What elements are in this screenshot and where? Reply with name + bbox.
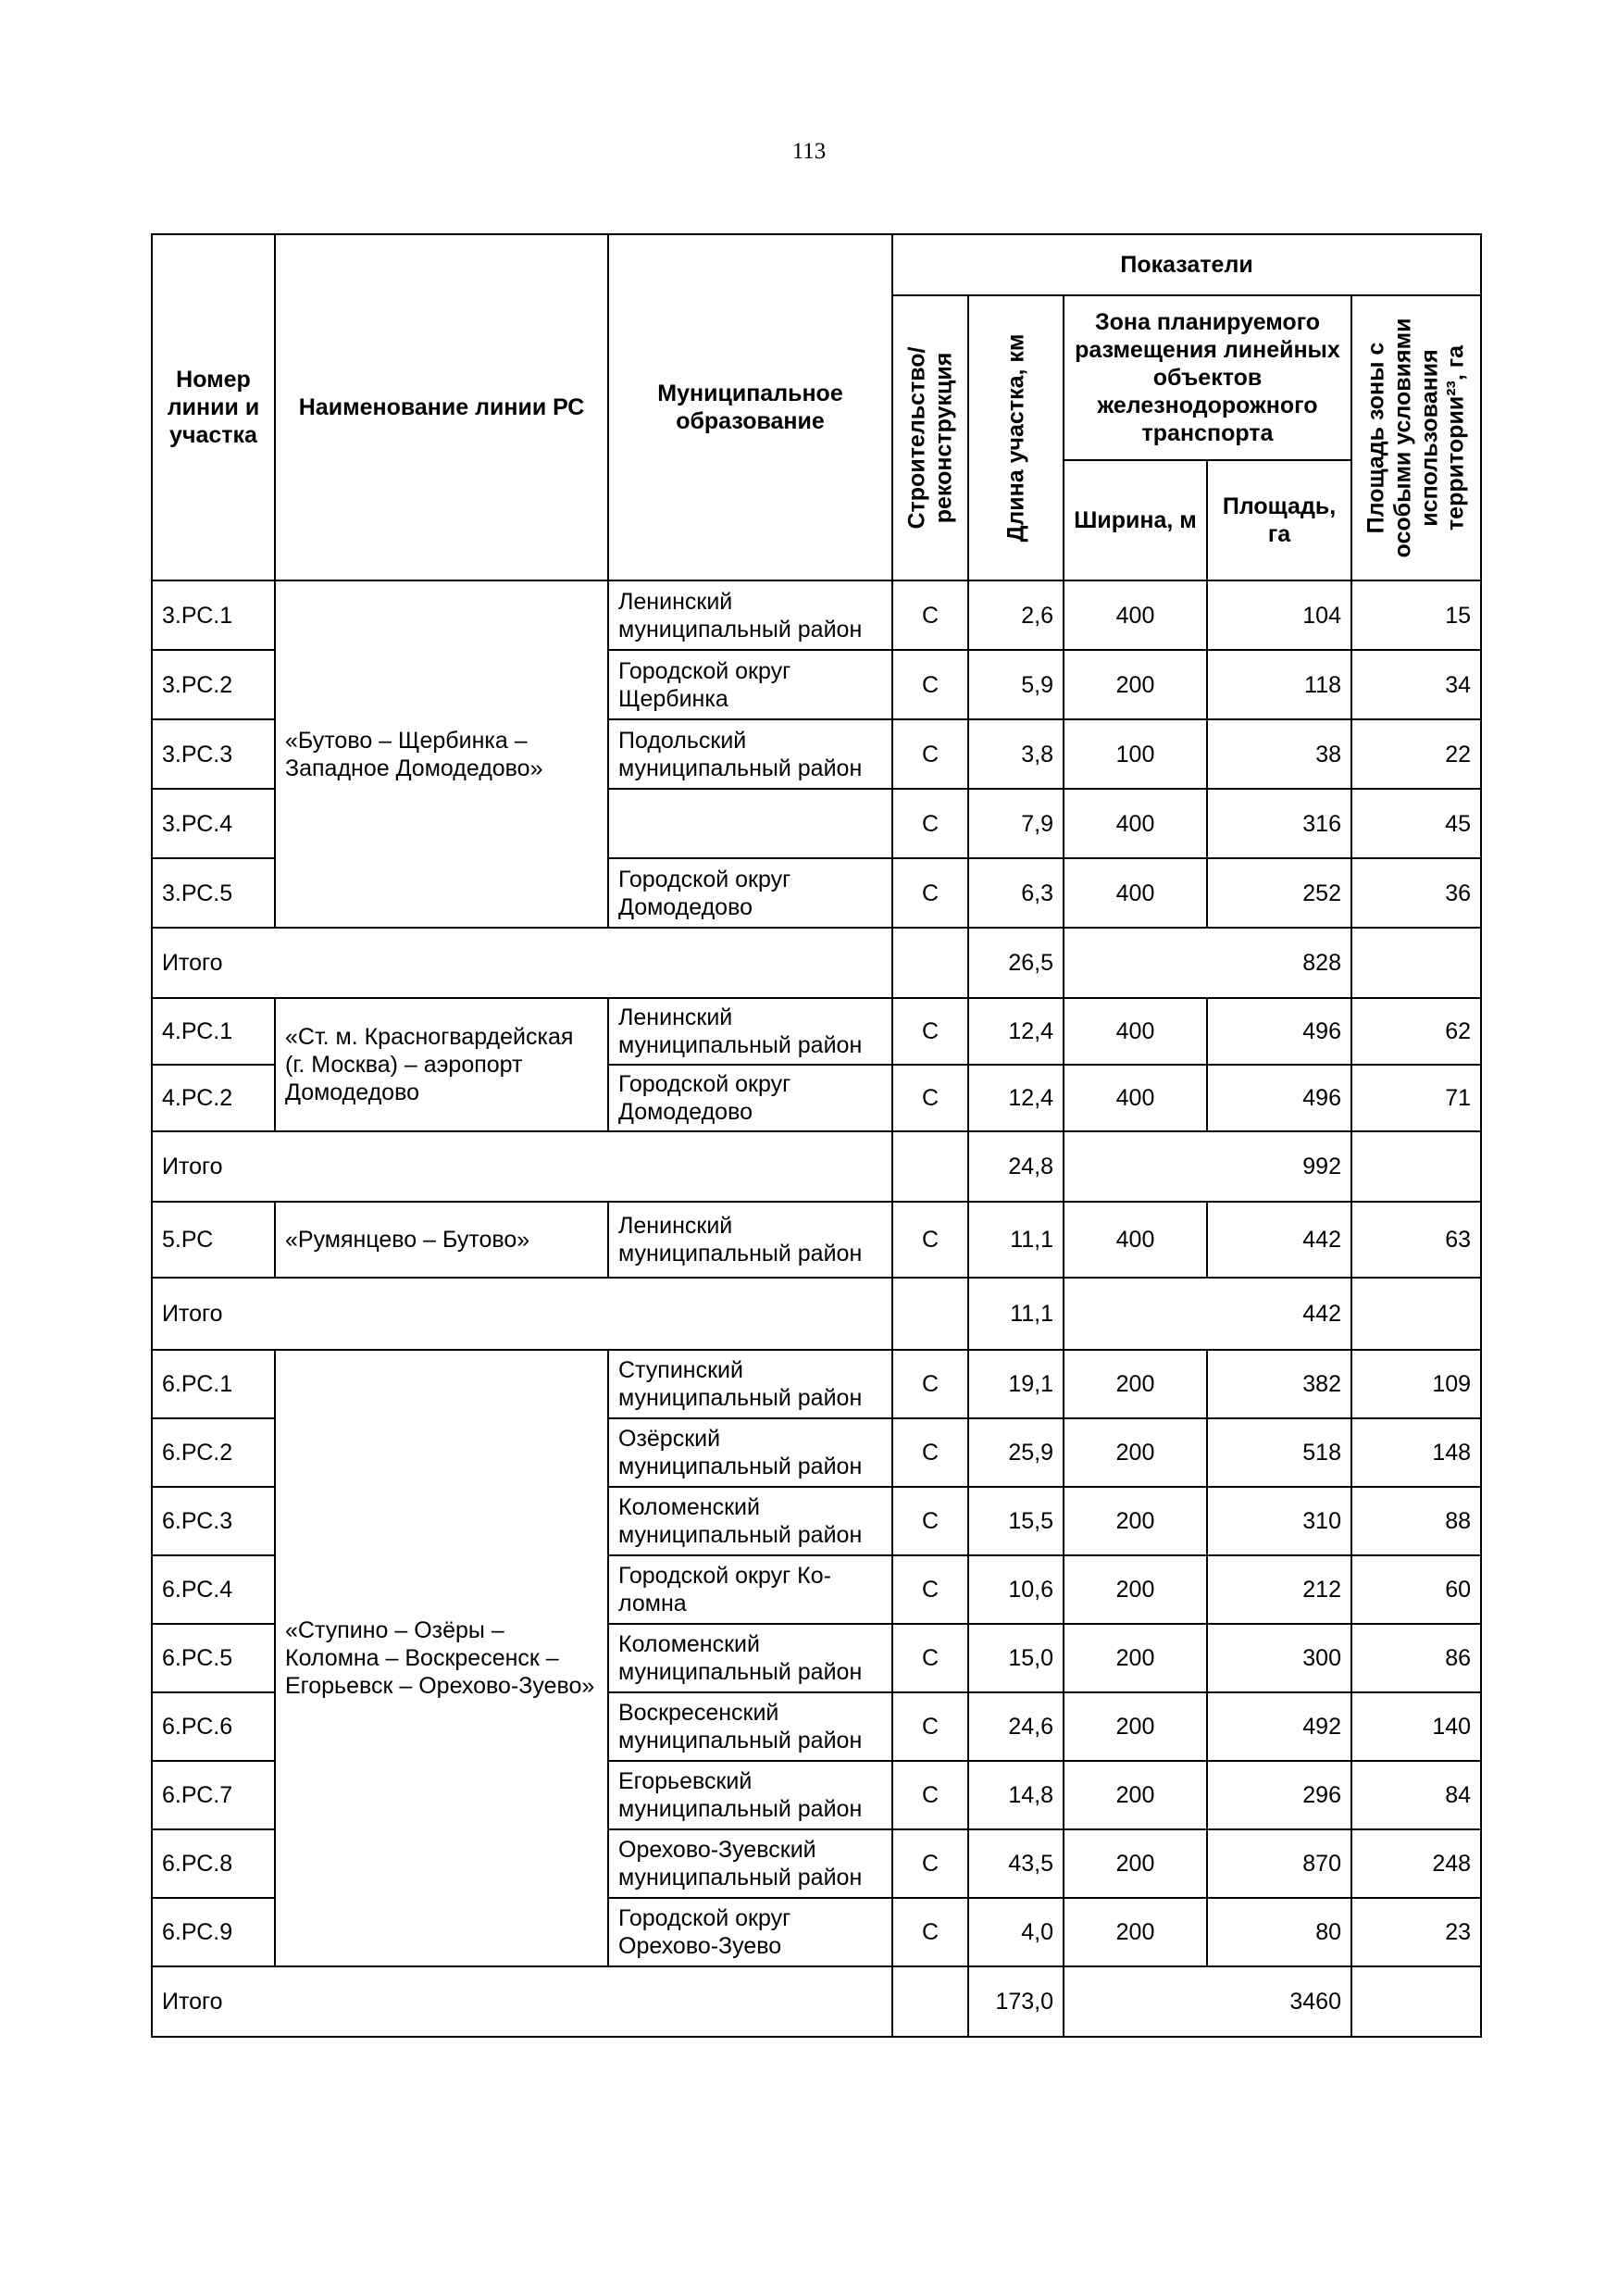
row-length: 25,9 [968,1418,1064,1487]
total-area: 828 [1064,928,1351,998]
header-construction: Строительство/ реконструкция [892,295,968,580]
row-municipality: Коломенский муниципальный район [608,1624,892,1692]
row-area: 252 [1207,858,1351,928]
row-number: 6.РС.4 [152,1555,275,1624]
row-construction: С [892,1624,968,1692]
row-length: 14,8 [968,1761,1064,1829]
row-special-zone: 84 [1351,1761,1481,1829]
row-special-zone: 140 [1351,1692,1481,1761]
total-special-zone [1351,1966,1481,2037]
total-special-zone [1351,928,1481,998]
row-area: 870 [1207,1829,1351,1898]
row-special-zone: 62 [1351,998,1481,1065]
row-width: 400 [1064,998,1207,1065]
row-municipality: Городской округ Орехово-Зуево [608,1898,892,1966]
row-construction: С [892,858,968,928]
row-width: 200 [1064,1692,1207,1761]
row-length: 19,1 [968,1350,1064,1418]
row-construction: С [892,1761,968,1829]
total-area: 992 [1064,1131,1351,1202]
row-area: 300 [1207,1624,1351,1692]
row-special-zone: 36 [1351,858,1481,928]
table-row [152,998,1481,1065]
row-special-zone: 60 [1351,1555,1481,1624]
row-number: 6.РС.3 [152,1487,275,1555]
row-construction: С [892,719,968,789]
row-area: 80 [1207,1898,1351,1966]
row-municipality: Ленинский муниципальный район [608,998,892,1065]
row-municipality: Городской округ Ко-ломна [608,1555,892,1624]
row-width: 200 [1064,1624,1207,1692]
total-label: Итого [152,1966,892,2037]
total-length: 26,5 [968,928,1064,998]
total-length: 24,8 [968,1131,1064,1202]
row-number: 6.РС.1 [152,1350,275,1418]
row-special-zone: 45 [1351,789,1481,858]
row-construction: С [892,1898,968,1966]
row-construction: С [892,1418,968,1487]
row-construction: С [892,1487,968,1555]
row-special-zone: 23 [1351,1898,1481,1966]
row-special-zone: 34 [1351,650,1481,719]
row-area: 104 [1207,580,1351,650]
row-length: 24,6 [968,1692,1064,1761]
row-width: 400 [1064,580,1207,650]
total-special-zone [1351,1131,1481,1202]
row-municipality: Ленинский муниципальный район [608,580,892,650]
total-construction [892,1966,968,2037]
total-row [152,1966,1481,2037]
table-row [152,1202,1481,1278]
row-length: 4,0 [968,1898,1064,1966]
total-length: 173,0 [968,1966,1064,2037]
row-special-zone: 22 [1351,719,1481,789]
row-municipality: Городской округ Домодедово [608,858,892,928]
row-area: 212 [1207,1555,1351,1624]
row-area: 38 [1207,719,1351,789]
row-length: 2,6 [968,580,1064,650]
row-length: 11,1 [968,1202,1064,1278]
line-name: «Румянцево – Бутово» [275,1202,608,1278]
row-width: 200 [1064,1761,1207,1829]
row-length: 12,4 [968,998,1064,1065]
row-construction: С [892,1555,968,1624]
total-construction [892,1131,968,1202]
row-construction: С [892,789,968,858]
row-length: 5,9 [968,650,1064,719]
row-number: 6.РС.8 [152,1829,275,1898]
row-construction: С [892,1829,968,1898]
total-label: Итого [152,1131,892,1202]
row-width: 400 [1064,858,1207,928]
row-length: 10,6 [968,1555,1064,1624]
table-row [152,580,1481,650]
total-row [152,1278,1481,1350]
row-municipality: Ступинский муниципальный район [608,1350,892,1418]
total-area: 442 [1064,1278,1351,1350]
line-name: «Ступино – Озёры – Коломна – Воскресенск – Егорьевск – Орехово-Зуево» [275,1350,608,1966]
railway-sections-table [151,233,1482,2038]
row-special-zone: 15 [1351,580,1481,650]
row-width: 200 [1064,1487,1207,1555]
row-number: 5.РС [152,1202,275,1278]
total-length: 11,1 [968,1278,1064,1350]
total-construction [892,1278,968,1350]
header-indicators: Показатели [892,234,1481,295]
row-area: 496 [1207,998,1351,1065]
row-municipality: Воскресенский муниципальный район [608,1692,892,1761]
header-number: Номер линии и участка [152,234,275,580]
row-number: 6.РС.5 [152,1624,275,1692]
header-special-zone: Площадь зоны с особыми условиями использования территории²³, га [1351,295,1481,580]
total-special-zone [1351,1278,1481,1350]
row-area: 316 [1207,789,1351,858]
total-area: 3460 [1064,1966,1351,2037]
row-municipality: Ленинский муниципальный район [608,1202,892,1278]
row-width: 400 [1064,789,1207,858]
row-width: 200 [1064,1829,1207,1898]
header-municipality: Муниципальное образование [608,234,892,580]
row-width: 200 [1064,1555,1207,1624]
row-number: 6.РС.9 [152,1898,275,1966]
row-length: 15,0 [968,1624,1064,1692]
row-area: 518 [1207,1418,1351,1487]
row-special-zone: 63 [1351,1202,1481,1278]
row-special-zone: 71 [1351,1065,1481,1131]
row-number: 3.РС.5 [152,858,275,928]
row-width: 400 [1064,1065,1207,1131]
line-name: «Бутово – Щербинка – Западное Домодедово» [275,580,608,928]
row-special-zone: 86 [1351,1624,1481,1692]
row-width: 200 [1064,1898,1207,1966]
row-municipality: Орехово-Зуевский муниципальный район [608,1829,892,1898]
row-width: 200 [1064,1418,1207,1487]
header-zone: Зона планируемого размещения линейных объектов железнодорожного транспорта [1064,295,1351,460]
row-number: 3.РС.2 [152,650,275,719]
row-length: 3,8 [968,719,1064,789]
row-number: 4.РС.1 [152,998,275,1065]
total-label: Итого [152,928,892,998]
row-special-zone: 148 [1351,1418,1481,1487]
header-length: Длина участка, км [968,295,1064,580]
row-municipality: Подольский муниципальный район [608,719,892,789]
total-row [152,1131,1481,1202]
table-row [152,1350,1481,1418]
row-area: 382 [1207,1350,1351,1418]
row-number: 4.РС.2 [152,1065,275,1131]
row-municipality: Городской округ Домодедово [608,1065,892,1131]
total-construction [892,928,968,998]
row-municipality [608,789,892,858]
row-construction: С [892,1065,968,1131]
row-construction: С [892,1350,968,1418]
row-width: 400 [1064,1202,1207,1278]
row-municipality: Егорьевский муниципальный район [608,1761,892,1829]
row-length: 7,9 [968,789,1064,858]
row-special-zone: 109 [1351,1350,1481,1418]
row-number: 6.РС.2 [152,1418,275,1487]
row-length: 43,5 [968,1829,1064,1898]
row-special-zone: 88 [1351,1487,1481,1555]
row-length: 12,4 [968,1065,1064,1131]
page-number: 113 [791,139,827,164]
header-width: Ширина, м [1064,460,1207,580]
row-length: 15,5 [968,1487,1064,1555]
row-area: 118 [1207,650,1351,719]
row-number: 3.РС.4 [152,789,275,858]
row-construction: С [892,1692,968,1761]
row-construction: С [892,580,968,650]
row-number: 6.РС.7 [152,1761,275,1829]
row-construction: С [892,998,968,1065]
total-row [152,928,1481,998]
row-area: 496 [1207,1065,1351,1131]
row-width: 100 [1064,719,1207,789]
row-special-zone: 248 [1351,1829,1481,1898]
row-municipality: Озёрский муниципальный район [608,1418,892,1487]
header-area: Площадь, га [1207,460,1351,580]
table-header [152,234,1481,580]
total-label: Итого [152,1278,892,1350]
row-construction: С [892,650,968,719]
line-name: «Ст. м. Красногвардейская (г. Москва) – аэропорт Домодедово [275,998,608,1131]
row-municipality: Коломенский муниципальный район [608,1487,892,1555]
row-area: 492 [1207,1692,1351,1761]
row-municipality: Городской округ Щербинка [608,650,892,719]
row-width: 200 [1064,1350,1207,1418]
row-area: 296 [1207,1761,1351,1829]
row-area: 310 [1207,1487,1351,1555]
row-area: 442 [1207,1202,1351,1278]
row-number: 3.РС.1 [152,580,275,650]
table-body [152,580,1481,2037]
row-width: 200 [1064,650,1207,719]
header-line-name: Наименование линии РС [275,234,608,580]
row-length: 6,3 [968,858,1064,928]
row-number: 6.РС.6 [152,1692,275,1761]
row-number: 3.РС.3 [152,719,275,789]
row-construction: С [892,1202,968,1278]
